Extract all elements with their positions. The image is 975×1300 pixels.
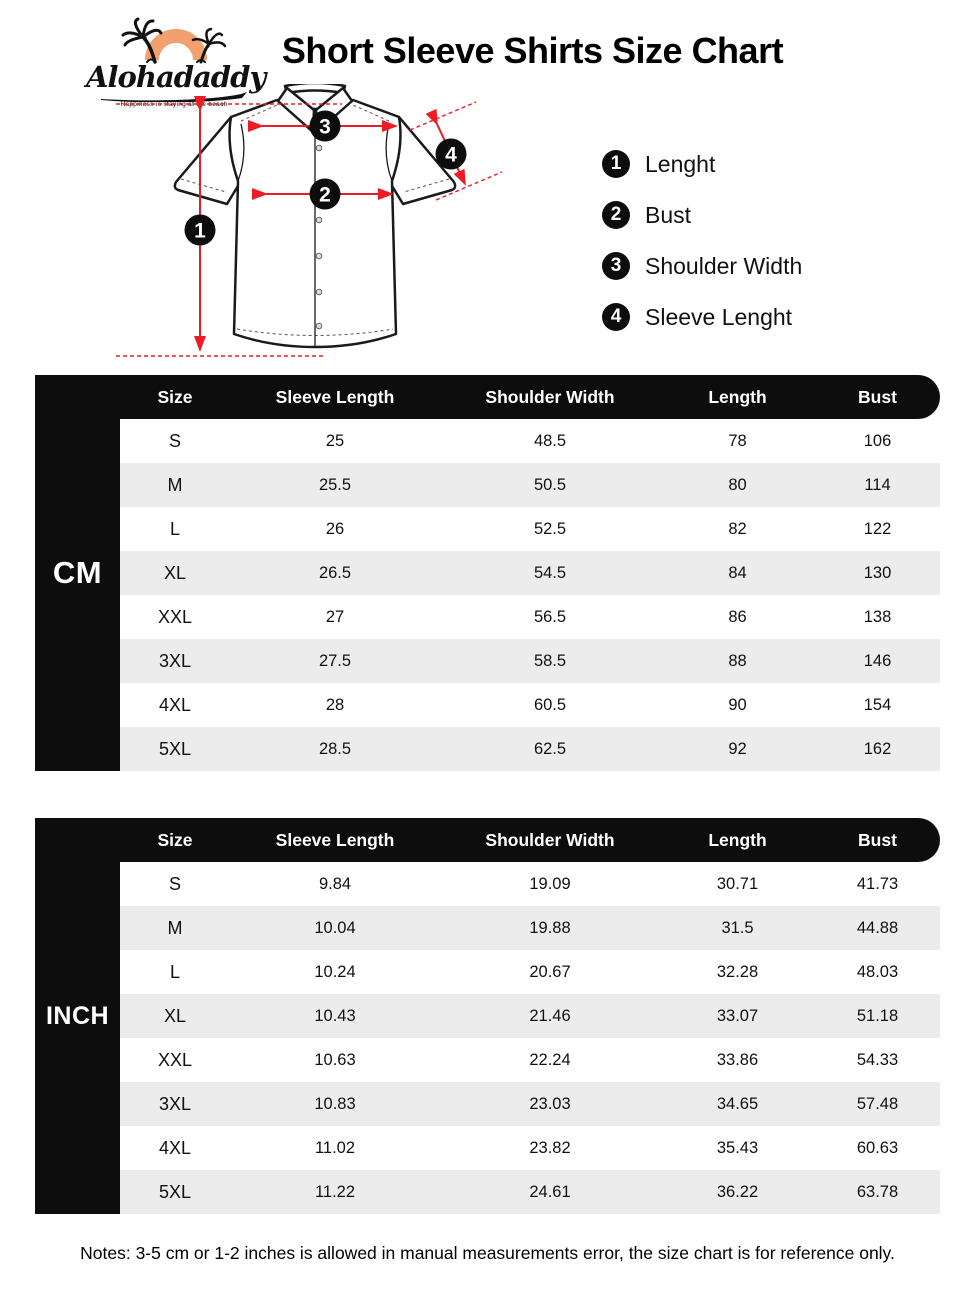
value-cell: 50.5: [533, 475, 567, 494]
table-row: [120, 727, 940, 771]
value-cell: 10.43: [314, 1006, 356, 1025]
value-cell: 51.18: [856, 1006, 899, 1025]
value-cell: 28.5: [318, 739, 352, 758]
value-cell: 114: [864, 475, 891, 494]
palm-sun-icon: [119, 12, 229, 64]
column-header: Sleeve Length: [275, 386, 395, 407]
size-cell: L: [169, 518, 180, 539]
value-cell: 10.24: [314, 962, 356, 981]
brand-tagline: Happiness is staying at the beach: [120, 101, 228, 108]
value-cell: 25: [325, 431, 345, 450]
size-cell: XL: [163, 562, 187, 583]
table-row: [120, 994, 940, 1038]
size-cell: L: [169, 961, 180, 982]
legend-label: Sleeve Lenght: [645, 303, 793, 330]
value-cell: 56.5: [533, 607, 567, 626]
brand-name: Alohadaddy: [86, 60, 266, 94]
value-cell: 63.78: [856, 1182, 899, 1201]
legend-label: Shoulder Width: [645, 252, 803, 279]
notes-text: Notes: 3-5 cm or 1-2 inches is allowed in manual measurements error, the size chart is for reference only.: [80, 1243, 895, 1263]
size-cell: 5XL: [158, 1181, 192, 1202]
table-row: [120, 1082, 940, 1126]
size-cell: 3XL: [158, 650, 192, 671]
column-header: Size: [157, 386, 193, 407]
value-cell: 10.83: [314, 1094, 356, 1113]
table-row: [120, 419, 940, 463]
value-cell: 27: [325, 607, 345, 626]
value-cell: 34.65: [716, 1094, 759, 1113]
value-cell: 52.5: [533, 519, 567, 538]
value-cell: 60.5: [533, 695, 567, 714]
value-cell: 48.5: [533, 431, 567, 450]
page-title: Short Sleeve Shirts Size Chart: [281, 30, 784, 71]
value-cell: 23.82: [529, 1138, 571, 1157]
value-cell: 58.5: [533, 651, 567, 670]
legend-number-badge: 4: [602, 303, 630, 331]
value-cell: 78: [728, 431, 747, 450]
column-header: Bust: [858, 829, 897, 850]
size-cell: 4XL: [158, 1137, 192, 1158]
value-cell: 31.5: [721, 918, 754, 937]
unit-label-cm: CM: [35, 375, 120, 771]
column-header: Length: [708, 386, 767, 407]
svg-text:3: 3: [319, 115, 331, 139]
legend-item: [602, 303, 802, 331]
size-cell: XXL: [157, 1049, 193, 1070]
legend-item: [602, 252, 802, 280]
size-cell: XXL: [157, 606, 193, 627]
value-cell: 154: [863, 695, 892, 714]
value-cell: 9.84: [318, 874, 352, 893]
column-header: Shoulder Width: [485, 386, 615, 407]
table-header: [35, 375, 940, 419]
table-row: [120, 463, 940, 507]
value-cell: 138: [863, 607, 892, 626]
value-cell: 30.71: [716, 874, 759, 893]
value-cell: 162: [863, 739, 892, 758]
value-cell: 54.33: [856, 1050, 899, 1069]
table-body: [120, 419, 940, 771]
column-header: Size: [157, 829, 193, 850]
value-cell: 57.48: [856, 1094, 899, 1113]
size-cell: 4XL: [158, 694, 192, 715]
legend-label: Bust: [645, 201, 692, 228]
legend-item: [602, 150, 802, 178]
value-cell: 88: [728, 651, 747, 670]
value-cell: 62.5: [533, 739, 567, 758]
value-cell: 41.73: [856, 874, 899, 893]
value-cell: 19.09: [529, 874, 571, 893]
table-header: [35, 818, 940, 862]
value-cell: 48.03: [856, 962, 899, 981]
legend-number-badge: 2: [602, 201, 630, 229]
table-row: [120, 683, 940, 727]
value-cell: 122: [863, 519, 892, 538]
value-cell: 28: [325, 695, 345, 714]
value-cell: 10.63: [314, 1050, 356, 1069]
value-cell: 44.88: [856, 918, 899, 937]
legend-label: Lenght: [645, 150, 716, 177]
column-header: Shoulder Width: [485, 829, 615, 850]
size-cell: M: [167, 474, 183, 495]
legend: [602, 150, 802, 354]
value-cell: 90: [728, 695, 747, 714]
value-cell: 11.02: [314, 1138, 356, 1157]
value-cell: 27.5: [318, 651, 352, 670]
value-cell: 20.67: [529, 962, 571, 981]
size-cell: S: [168, 430, 181, 451]
table-row: [120, 639, 940, 683]
table-body: [120, 862, 940, 1214]
value-cell: 11.22: [314, 1182, 356, 1201]
table-row: [120, 906, 940, 950]
table-row: [120, 862, 940, 906]
value-cell: 54.5: [533, 563, 567, 582]
measurement-diagram: [0, 84, 975, 376]
value-cell: 26.5: [318, 563, 352, 582]
value-cell: 21.46: [529, 1006, 571, 1025]
size-cell: XL: [163, 1005, 187, 1026]
value-cell: 130: [863, 563, 892, 582]
size-cell: S: [168, 873, 181, 894]
value-cell: 35.43: [716, 1138, 759, 1157]
value-cell: 82: [728, 519, 747, 538]
value-cell: 19.88: [529, 918, 571, 937]
value-cell: 10.04: [314, 918, 356, 937]
legend-number-badge: 1: [602, 150, 630, 178]
table-row: [120, 1038, 940, 1082]
value-cell: 24.61: [529, 1182, 571, 1201]
svg-text:1: 1: [194, 219, 206, 243]
value-cell: 33.86: [716, 1050, 759, 1069]
inch-size-table: [35, 818, 940, 1214]
value-cell: 106: [863, 431, 892, 450]
cm-size-table: [35, 375, 940, 771]
column-header: Length: [708, 829, 767, 850]
table-row: [120, 1126, 940, 1170]
value-cell: 80: [728, 475, 747, 494]
legend-item: [602, 201, 802, 229]
value-cell: 146: [863, 651, 892, 670]
value-cell: 25.5: [318, 475, 352, 494]
table-row: [120, 551, 940, 595]
table-row: [120, 595, 940, 639]
value-cell: 33.07: [716, 1006, 759, 1025]
column-header: Sleeve Length: [275, 829, 395, 850]
svg-text:2: 2: [319, 183, 331, 207]
value-cell: 92: [728, 739, 747, 758]
value-cell: 23.03: [529, 1094, 571, 1113]
shirt-diagram: [110, 84, 525, 369]
column-header: Bust: [858, 386, 897, 407]
value-cell: 84: [728, 563, 747, 582]
size-cell: 5XL: [158, 738, 192, 759]
table-row: [120, 1170, 940, 1214]
legend-number-badge: 3: [602, 252, 630, 280]
value-cell: 36.22: [716, 1182, 759, 1201]
size-cell: 3XL: [158, 1093, 192, 1114]
value-cell: 60.63: [856, 1138, 899, 1157]
svg-text:4: 4: [445, 143, 457, 167]
value-cell: 86: [728, 607, 747, 626]
value-cell: 22.24: [529, 1050, 571, 1069]
unit-label-inch: INCH: [35, 818, 120, 1214]
size-cell: M: [167, 917, 183, 938]
table-row: [120, 950, 940, 994]
value-cell: 32.28: [716, 962, 759, 981]
table-row: [120, 507, 940, 551]
value-cell: 26: [325, 519, 345, 538]
